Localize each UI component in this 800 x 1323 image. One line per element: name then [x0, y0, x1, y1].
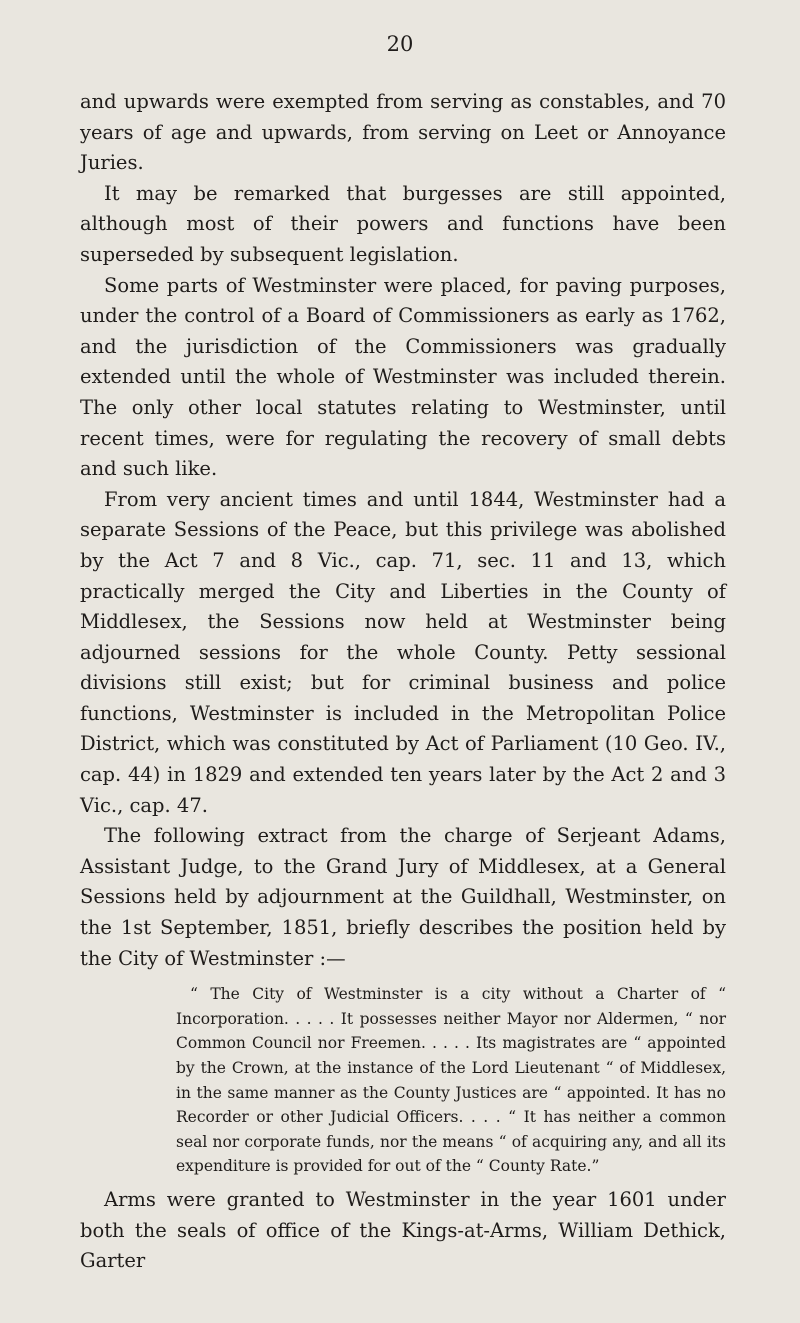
paragraph-burgesses: It may be remarked that burgesses are still appointed, although most of their powers and functions have been superseded by subsequent legislation. — [80, 181, 726, 266]
paragraph-paving-commissioners: Some parts of Westminster were placed, for paving purposes, under the control of a Board of Commissioners as early as 1762, and the jurisdiction of the Commissioners was gradually extended until the whole of Westminster was included therein. The only other local statutes relating to Westminster, until recent times, were for regulating the recovery of small debts and such like. — [80, 273, 726, 481]
block-quote: “ The City of Westminster is a city without a Charter of “ Incorporation. . . . . It possesses neither Mayor nor Aldermen, “ nor Common Council nor Freemen. . . . . Its magistrates are “ appointed by the Crown, at the instance of the Lord Lieutenant “ of Middlesex, in the same manner as the County Justices are “ appointed. It has no Recorder or other Judicial Officers. . . . “ It has neither a common seal nor corporate funds, nor the means “ of acquiring any, and all its expenditure is provided for out of the “ County Rate.” — [176, 985, 726, 1176]
paragraph-continuation: and upwards were exempted from serving as constables, and 70 years of age and upwards, from serving on Leet or Annoyance Juries. — [80, 90, 726, 175]
paragraph-sessions-of-peace: From very ancient times and until 1844, Westminster had a separate Sessions of the Peace, but this privilege was abolished by the Act 7 and 8 Vic., cap. 71, sec. 11 and 13, which practically merged the City and Liberties in the County of Middlesex, the Sessions now held at Westminster being adjourned sessions for the whole County. Petty sessional divisions still exist; but for criminal business and police functions, Westminster is included in the Metropolitan Police District, which was constituted by Act of Parliament (10 Geo. IV., cap. 44) in 1829 and extended ten years later by the Act 2 and 3 Vic., cap. 47. — [80, 487, 726, 817]
paragraph-extract-intro: The following extract from the charge of Serjeant Adams, Assistant Judge, to the Grand Jury of Middlesex, at a General Sessions held by adjournment at the Guildhall, Westminster, on the 1st September, 1851, briefly describes the position held by the City of Westminster :— — [80, 824, 726, 970]
page-number: 20 — [386, 32, 414, 56]
body-text — [80, 87, 726, 1277]
paragraph-arms-granted: Arms were granted to Westminster in the year 1601 under both the seals of office of the Kings-at-Arms, William Dethick, Garter — [80, 1187, 726, 1273]
